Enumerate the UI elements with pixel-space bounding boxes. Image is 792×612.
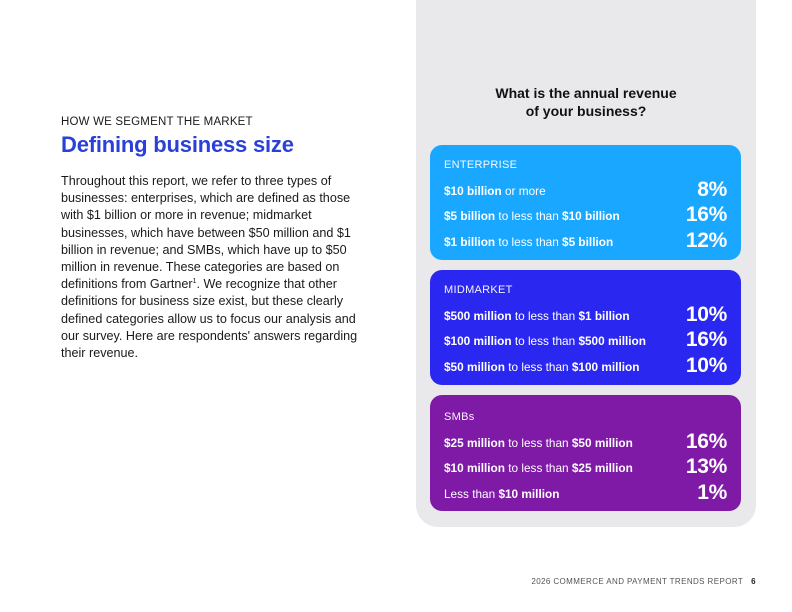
enterprise-card [430, 145, 741, 260]
revenue-range-label: Less than $10 million [444, 486, 560, 501]
page-title: Defining business size [61, 132, 294, 157]
revenue-row [444, 478, 727, 504]
revenue-range-label: $100 million to less than $500 million [444, 334, 646, 348]
intro-paragraph [61, 173, 373, 362]
midmarket-title: MIDMARKET [444, 284, 513, 296]
revenue-range-label: $500 million to less than $1 billion [444, 308, 630, 323]
revenue-panel [416, 0, 756, 527]
revenue-range-label: $1 billion to less than $5 billion [444, 234, 614, 249]
footnote-mark: 1 [192, 278, 197, 286]
intro-text-part1: Throughout this report, we refer to three types of businesses: enterprises, which are defined as those with $1 billion or more in revenue; midmarket businesses, which have between $50 million and $1 billion in revenue; and SMBs, which have up to $50 million in revenue. These categories are based on definitions from Gartner [61, 174, 351, 292]
revenue-range-label: $10 million to less than $25 million [444, 461, 633, 475]
question-line-2: of your business? [525, 103, 647, 119]
revenue-row [444, 427, 727, 453]
revenue-percentage: 10% [685, 302, 727, 326]
enterprise-title: ENTERPRISE [444, 159, 518, 171]
smb-title: SMBs [444, 411, 475, 423]
revenue-row [444, 175, 727, 201]
report-title: 2026 COMMERCE AND PAYMENT TRENDS REPORT [531, 577, 744, 586]
revenue-range-label: $5 billion to less than $10 billion [444, 209, 620, 223]
revenue-percentage: 16% [685, 429, 727, 453]
revenue-row [444, 351, 727, 377]
revenue-row [444, 201, 727, 227]
intro-text-part2: . We recognize that other definitions for business size exist, but these clearly defined categories allow us to focus our analysis and our survey. Here are respondents' answers regarding their revenue. [61, 277, 358, 361]
midmarket-card [430, 270, 741, 385]
revenue-percentage: 16% [685, 328, 727, 351]
revenue-percentage: 1% [697, 480, 727, 504]
revenue-range-label: $25 million to less than $50 million [444, 435, 633, 450]
revenue-row [444, 226, 727, 252]
revenue-row [444, 326, 727, 352]
question-line-1: What is the annual revenue [495, 85, 677, 101]
revenue-percentage: 8% [697, 177, 727, 201]
section-eyebrow: HOW WE SEGMENT THE MARKET [61, 116, 253, 128]
revenue-row [444, 453, 727, 479]
revenue-percentage: 13% [685, 455, 727, 478]
page-footer [531, 577, 756, 586]
revenue-range-label: $10 billion or more [444, 183, 546, 198]
intro-section [61, 116, 381, 362]
page-number: 6 [751, 577, 756, 586]
revenue-row [444, 300, 727, 326]
revenue-percentage: 10% [685, 353, 727, 377]
revenue-percentage: 12% [685, 228, 727, 252]
revenue-percentage: 16% [685, 203, 727, 226]
survey-question [416, 84, 756, 120]
revenue-range-label: $50 million to less than $100 million [444, 359, 640, 374]
smb-card [430, 395, 741, 511]
